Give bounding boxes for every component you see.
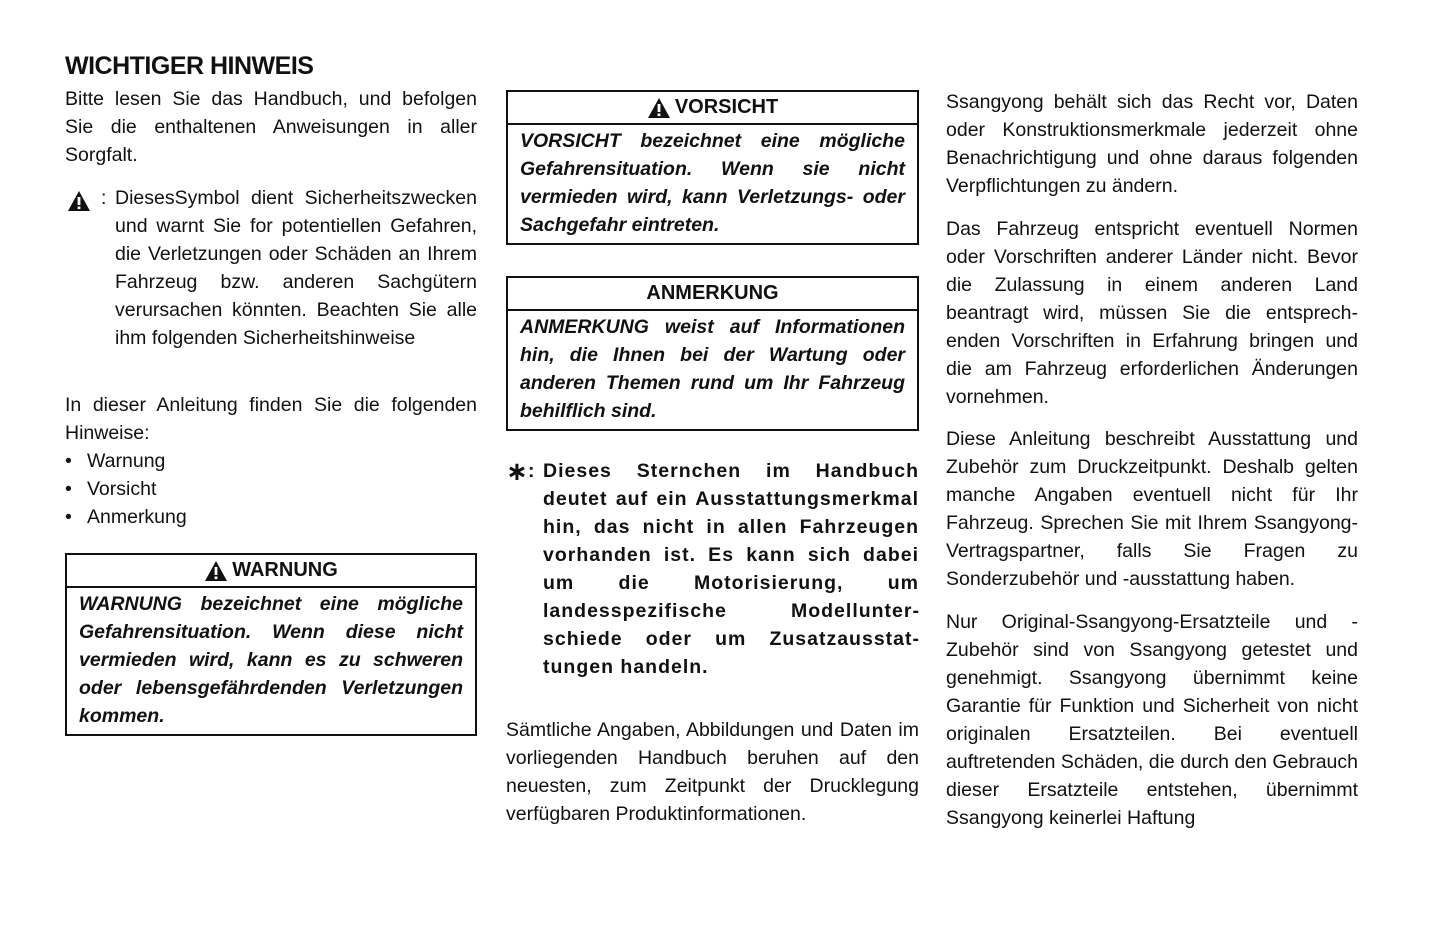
bullet-point: • <box>65 450 72 472</box>
asterisk-icon: ∗ <box>506 456 528 486</box>
spare-parts-paragraph: Nur Original-Ssangyong-Ersatzteile und -Zubehör sind von Ssangyong getestet und genehmigt. Ssangyong übernimmt keine Garantie für Funktion und Sicherheit von nicht originalen Ersatzteilen. Bei eventuell auftretenden Schäden, die durch den Gebrauch dieser Ersatzteile entstehen, übernimmt Ssangyong keinerlei Haftung <box>946 611 1358 829</box>
asterisk-description: Dieses Sternchen im Handbuch deutet auf ein Ausstattungsmerkmal hin, das nicht in allen Fahrzeugen vorhanden ist. Es kann sich dabei um die Motorisierung, um landesspezifische Modellunterschiede oder um Zusatzausstattungen handeln. <box>543 460 919 678</box>
page-title: WICHTIGER HINWEIS <box>65 52 314 80</box>
caution-box <box>506 90 919 245</box>
warning-triangle-icon <box>647 97 671 119</box>
warning-box-header <box>67 555 475 588</box>
notices-intro: In dieser Anleitung finden Sie die folgenden Hinweise: <box>65 394 477 444</box>
intro-paragraph: Bitte lesen Sie das Handbuch, und befolgen Sie die enthaltenen Anweisungen in aller Sorgfalt. <box>65 88 477 166</box>
list-item-label: Warnung <box>87 450 166 472</box>
note-body: ANMERKUNG weist auf Informationen hin, die Ihnen bei der Wartung oder anderen Themen rund um Ihr Fahrzeug behilflich sind. <box>520 316 905 422</box>
warning-body: WARNUNG bezeichnet eine mögliche Gefahrensituation. Wenn diese nicht vermieden wird, kann es zu schweren oder lebensgefährdenden Verletzungen kommen. <box>79 593 463 727</box>
list-item-label: Anmerkung <box>87 506 187 528</box>
data-info-paragraph: Sämtliche Angaben, Abbildungen und Daten im vorliegenden Handbuch beruhen auf den neuesten, zum Zeitpunkt der Drucklegung verfügbaren Produktinformationen. <box>506 719 919 825</box>
list-item <box>65 447 187 475</box>
caution-box-header <box>508 92 917 125</box>
warning-title: WARNUNG <box>232 559 338 581</box>
caution-body: VORSICHT bezeichnet eine mögliche Gefahrensituation. Wenn sie nicht vermieden wird, kann Verletzungs- oder Sachgefahr eintreten. <box>520 130 905 236</box>
list-item-label: Vorsicht <box>87 478 157 500</box>
regulations-paragraph: Das Fahrzeug entspricht eventuell Normen oder Vorschriften anderer Länder nicht. Bevor die Zulassung in einem anderen Land beantragt wird, müssen Sie die entsprechenden Vorschriften in Erfahrung bringen und die am Fahrzeug erforderlichen Änderungen vornehmen. <box>946 218 1358 408</box>
note-box <box>506 276 919 431</box>
bullet-point: • <box>65 506 72 528</box>
caution-title: VORSICHT <box>674 96 779 118</box>
symbol-explanation <box>65 184 477 352</box>
warning-triangle-icon <box>67 190 91 212</box>
asterisk-explanation <box>506 457 919 681</box>
warning-triangle-icon <box>204 560 228 582</box>
symbol-colon: : <box>101 187 107 209</box>
equipment-paragraph: Diese Anleitung beschreibt Ausstattung und Zubehör zum Druckzeitpunkt. Deshalb gelten manche Angaben eventuell nicht für Ihr Fahrzeug. Sprechen Sie mit Ihrem Ssangyong-Vertragspartner, falls Sie Fragen zu Sonderzubehör und -ausstattung haben. <box>946 428 1358 590</box>
list-item <box>65 503 187 531</box>
rights-paragraph: Ssangyong behält sich das Recht vor, Daten oder Konstruktionsmerkmale jederzeit ohne Benachrichtigung und ohne daraus folgenden Verpflichtungen zu ändern. <box>946 91 1358 197</box>
note-box-header <box>508 278 917 311</box>
asterisk-colon: : <box>528 460 535 482</box>
symbol-description: DiesesSymbol dient Sicherheitszwecken und warnt Sie for potentiellen Gefahren, die Verletzungen oder Schäden an Ihrem Fahrzeug bzw. anderen Sachgütern verursachen könnten. Beachten Sie alle ihm folgenden Sicherheitshinweise <box>115 187 477 349</box>
bullet-point: • <box>65 478 72 500</box>
warning-box <box>65 553 477 736</box>
notice-list <box>65 447 187 531</box>
list-item <box>65 475 187 503</box>
note-title: ANMERKUNG <box>646 282 779 304</box>
